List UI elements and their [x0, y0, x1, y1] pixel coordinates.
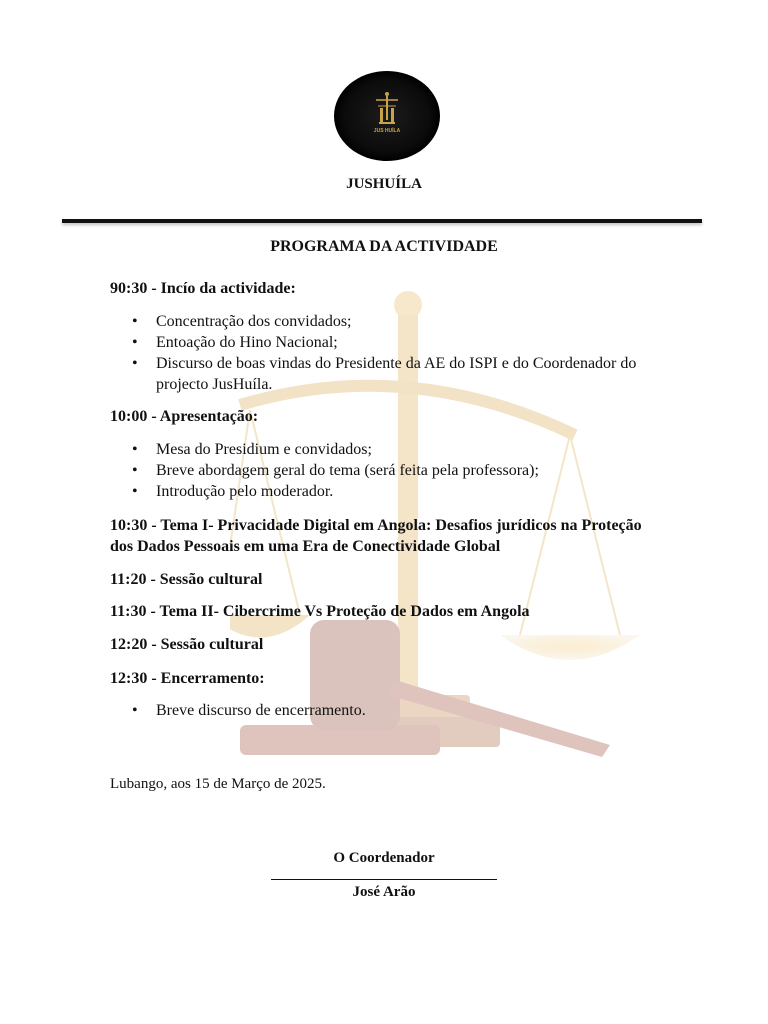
- list-item: • Discurso de boas vindas do Presidente da AE do ISPI e do Coordenador do projecto JusHuíla.: [110, 353, 670, 395]
- section-heading: 10:00 - Apresentação:: [110, 408, 259, 425]
- signer-role: O Coordenador: [333, 850, 435, 866]
- program-section: [110, 634, 670, 655]
- list-item: • Breve discurso de encerramento.: [110, 700, 670, 721]
- program-section: [110, 668, 670, 689]
- list-item: • Mesa do Presidium e convidados;: [110, 439, 670, 460]
- section-items: [110, 311, 670, 395]
- section-heading: 10:30 - Tema I- Privacidade Digital em Angola: Desafios jurídicos na Proteção dos Dados Pessoais em uma Era de Conectividade Global: [110, 517, 642, 555]
- logo-text: JUS HUÍLA: [373, 128, 401, 134]
- signature-block: [271, 850, 497, 901]
- program-section: [110, 278, 670, 299]
- section-heading: 90:30 - Incío da actividade:: [110, 280, 296, 297]
- section-heading: 11:30 - Tema II- Cibercrime Vs Proteção de Dados em Angola: [110, 603, 530, 620]
- section-items: [110, 439, 670, 502]
- jushuila-logo: [333, 70, 441, 162]
- signer-name: José Arão: [352, 884, 416, 900]
- program-section: [110, 601, 670, 622]
- org-name: JUSHUÍLA: [346, 176, 422, 192]
- signature-line: [271, 867, 497, 880]
- program-section: [110, 406, 670, 427]
- list-item: • Introdução pelo moderador.: [110, 481, 670, 502]
- section-heading: 11:20 - Sessão cultural: [110, 571, 263, 588]
- program-section: [110, 569, 670, 590]
- list-item: • Entoação do Hino Nacional;: [110, 332, 670, 353]
- header-divider: [62, 219, 702, 223]
- section-heading: 12:20 - Sessão cultural: [110, 636, 264, 653]
- place-date: Lubango, aos 15 de Março de 2025.: [110, 776, 326, 792]
- list-item: • Breve abordagem geral do tema (será feita pela professora);: [110, 460, 670, 481]
- section-items: [110, 700, 670, 721]
- program-section: [110, 515, 650, 557]
- document-title: PROGRAMA DA ACTIVIDADE: [270, 238, 498, 255]
- section-heading: 12:30 - Encerramento:: [110, 670, 265, 687]
- list-item: • Concentração dos convidados;: [110, 311, 670, 332]
